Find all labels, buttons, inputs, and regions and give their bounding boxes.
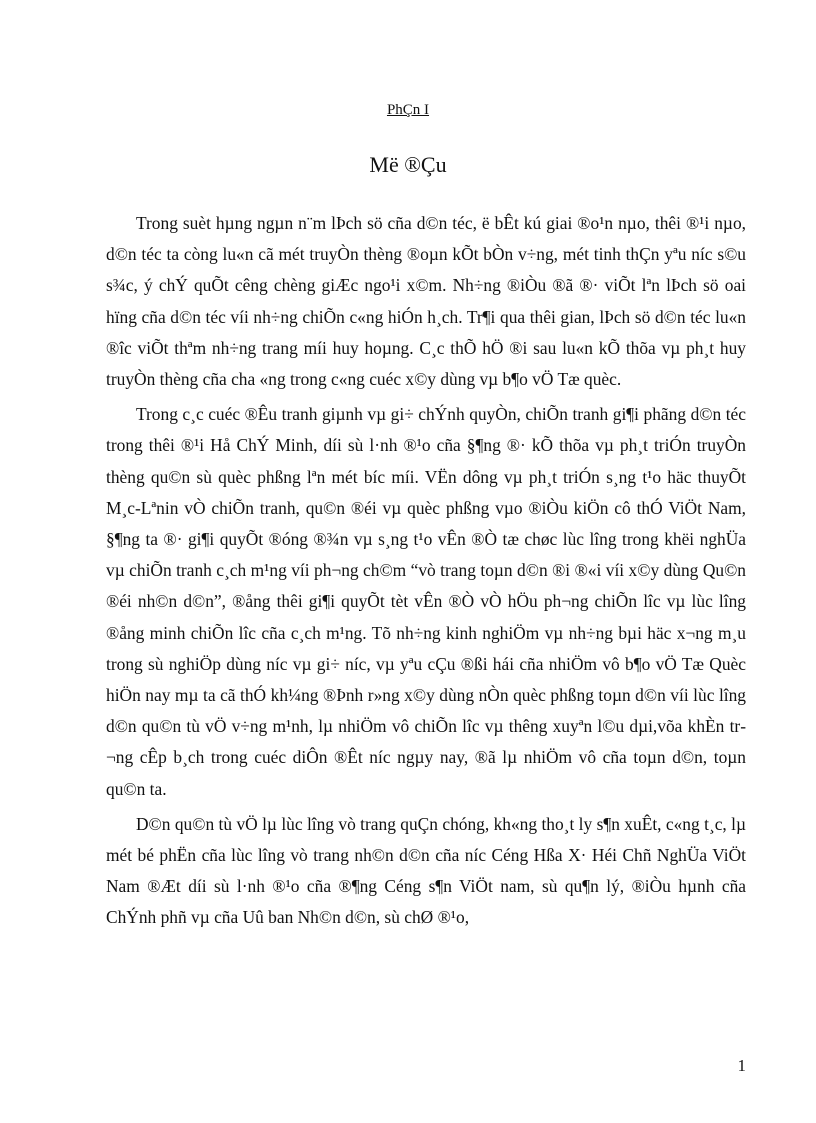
- paragraph-1: Trong suèt hµng ngµn n¨m lÞch sö cña d©n téc, ë bÊt kú giai ®o¹n nµo, thêi ®¹i nµo, d©n téc ta còng lu«n cã mét truyÒn thèng ®oµn kÕt bÒn v÷ng, mét tinh thÇn yªu níc s©u s¾c, ý chÝ quÕt cêng chèng giÆc ngo¹i x©m. Nh÷ng ®iÒu ®ã ®· viÕt lªn lÞch sö oai hïng cña d©n téc víi nh÷ng chiÕn c«ng hiÓn h¸ch. Tr¶i qua thêi gian, lÞch sö d©n téc lu«n ®îc viÕt thªm nh÷ng trang míi huy hoµng. C¸c thÕ hÖ ®i sau lu«n kÕ thõa vµ ph¸t huy truyÒn thèng cña cha «ng trong c«ng cuéc x©y dùng vµ b¶o vÖ Tæ quèc.: [106, 213, 746, 390]
- section-title: Më ®Çu: [369, 152, 447, 177]
- paragraph-2: Trong c¸c cuéc ®Êu tranh giµnh vµ gi÷ chÝnh quyÒn, chiÕn tranh gi¶i phãng d©n téc trong thêi ®¹i Hå ChÝ Minh, díi sù l·nh ®¹o cña §¶ng ®· kÕ thõa vµ ph¸t triÓn truyÒn thèng qu©n sù quèc phßng lªn mét bíc míi. VËn dông vµ ph¸t triÓn s¸ng t¹o häc thuyÕt M¸c-Lªnin vÒ chiÕn tranh, qu©n ®éi vµ quèc phßng vµo ®iÒu kiÖn cô thÓ ViÖt Nam, §¶ng ta ®· gi¶i quyÕt ®óng ®¾n vµ s¸ng t¹o vÊn ®Ò tæ chøc lùc lîng trong khëi nghÜa vµ chiÕn tranh c¸ch m¹ng víi ph¬ng ch©m “vò trang toµn d©n ®i ®«i víi x©y dùng Qu©n ®éi nh©n d©n”, ®ång thêi gi¶i quyÕt tèt vÊn ®Ò vÒ hÖu ph¬ng chiÕn lîc vµ lùc lîng ®ång minh chiÕn lîc cña c¸ch m¹ng. Tõ nh÷ng kinh nghiÖm vµ nh÷ng bµi häc x¬ng m¸u trong sù nghiÖp dùng níc vµ gi÷ níc, vµ yªu cÇu ®ßi hái cña nhiÖm vô b¶o vÖ Tæ Quèc hiÖn nay mµ ta cã thÓ kh¼ng ®Þnh r»ng x©y dùng nÒn quèc phßng toµn d©n víi lùc lîng d©n qu©n tù vÖ v÷ng m¹nh, lµ nhiÖm vô chiÕn lîc vµ thêng xuyªn l©u dµi,võa khÈn tr¬ng cÊp b¸ch trong cuéc diÔn ®Êt níc ngµy nay, ®ã lµ nhiÖm vô cña toµn d©n, toµn qu©n ta.: [106, 404, 746, 799]
- part-label: PhÇn I: [386, 102, 430, 118]
- body-text: [106, 208, 746, 938]
- paragraph-3: D©n qu©n tù vÖ lµ lùc lîng vò trang quÇn chóng, kh«ng tho¸t ly s¶n xuÊt, c«ng t¸c, lµ mét bé phËn cña lùc lîng vò trang nh©n d©n cña níc Céng Hßa X· Héi Chñ NghÜa ViÖt Nam ®Æt díi sù l·nh ®¹o cña ®¶ng Céng s¶n ViÖt nam, sù qu¶n lý, ®iÒu hµnh cña ChÝnh phñ vµ cña Uû ban Nh©n d©n, sù chØ ®¹o,: [106, 813, 746, 928]
- page-number: 1: [737, 1056, 746, 1075]
